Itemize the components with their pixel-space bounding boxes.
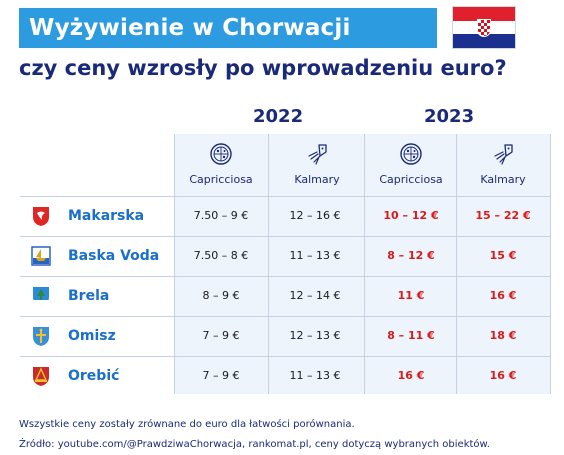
title-banner <box>19 8 437 48</box>
table-row-baska-voda <box>20 236 550 276</box>
price-kalmary-2022: 12 – 13 € <box>289 329 341 342</box>
price-kalmary-2023: 15 – 22 € <box>475 209 531 222</box>
year-2023-header: 2023 <box>424 106 475 127</box>
croatia-flag-icon <box>452 6 516 49</box>
price-capricciosa-2022: 7 – 9 € <box>202 329 240 342</box>
price-capricciosa-2022: 7.50 – 8 € <box>193 249 249 262</box>
column-label: Capricciosa <box>379 173 443 186</box>
squid-icon <box>305 142 329 166</box>
table-row-omisz <box>20 316 550 356</box>
column-divider <box>550 134 551 394</box>
city-name: Omisz <box>68 328 116 344</box>
price-kalmary-2022: 12 – 14 € <box>289 289 341 302</box>
price-kalmary-2023: 16 € <box>489 289 517 302</box>
baska-voda-crest-icon <box>30 245 52 267</box>
omisz-crest-icon <box>30 325 52 347</box>
pizza-icon <box>209 142 233 166</box>
croatia-coat-of-arms-icon <box>477 19 491 37</box>
price-capricciosa-2022: 7.50 – 9 € <box>193 209 249 222</box>
brela-crest-icon <box>30 285 52 307</box>
price-capricciosa-2023: 10 – 12 € <box>383 209 439 222</box>
city-name: Brela <box>68 288 110 304</box>
footnote-source: Źródło: youtube.com/@PrawdziwaChorwacja, rankomat.pl, ceny dotyczą wybranych obiektów. <box>19 439 490 450</box>
column-label: Kalmary <box>294 173 340 186</box>
price-kalmary-2022: 11 – 13 € <box>289 369 341 382</box>
column-label: Kalmary <box>480 173 526 186</box>
orebic-crest-icon <box>30 365 52 387</box>
price-kalmary-2023: 18 € <box>489 329 517 342</box>
squid-icon <box>491 142 515 166</box>
column-header-kalmary-2023 <box>456 142 550 186</box>
city-name: Orebić <box>68 368 120 384</box>
price-kalmary-2023: 15 € <box>489 249 517 262</box>
page-title: Wyżywienie w Chorwacji <box>29 15 351 41</box>
price-kalmary-2023: 16 € <box>489 369 517 382</box>
city-name: Baska Voda <box>68 248 160 264</box>
table-row-brela <box>20 276 550 316</box>
page-subtitle: czy ceny wzrosły po wprowadzeniu euro? <box>19 56 507 80</box>
price-capricciosa-2022: 7 – 9 € <box>202 369 240 382</box>
column-header-capricciosa-2023 <box>364 142 458 186</box>
column-header-capricciosa-2022 <box>174 142 268 186</box>
column-label: Capricciosa <box>189 173 253 186</box>
footnote-note: Wszystkie ceny zostały zrównane do euro dla łatwości porównania. <box>19 419 355 430</box>
price-capricciosa-2023: 8 – 11 € <box>387 329 435 342</box>
price-kalmary-2022: 12 – 16 € <box>289 209 341 222</box>
table-row-makarska <box>20 196 550 236</box>
pizza-icon <box>399 142 423 166</box>
price-capricciosa-2023: 11 € <box>397 289 425 302</box>
year-2022-header: 2022 <box>253 106 304 127</box>
city-name: Makarska <box>68 208 145 224</box>
price-capricciosa-2023: 8 – 12 € <box>387 249 435 262</box>
table-row-orebic <box>20 356 550 396</box>
price-capricciosa-2022: 8 – 9 € <box>202 289 240 302</box>
column-header-kalmary-2022 <box>270 142 364 186</box>
makarska-crest-icon <box>30 205 52 227</box>
price-capricciosa-2023: 16 € <box>397 369 425 382</box>
price-kalmary-2022: 11 – 13 € <box>289 249 341 262</box>
